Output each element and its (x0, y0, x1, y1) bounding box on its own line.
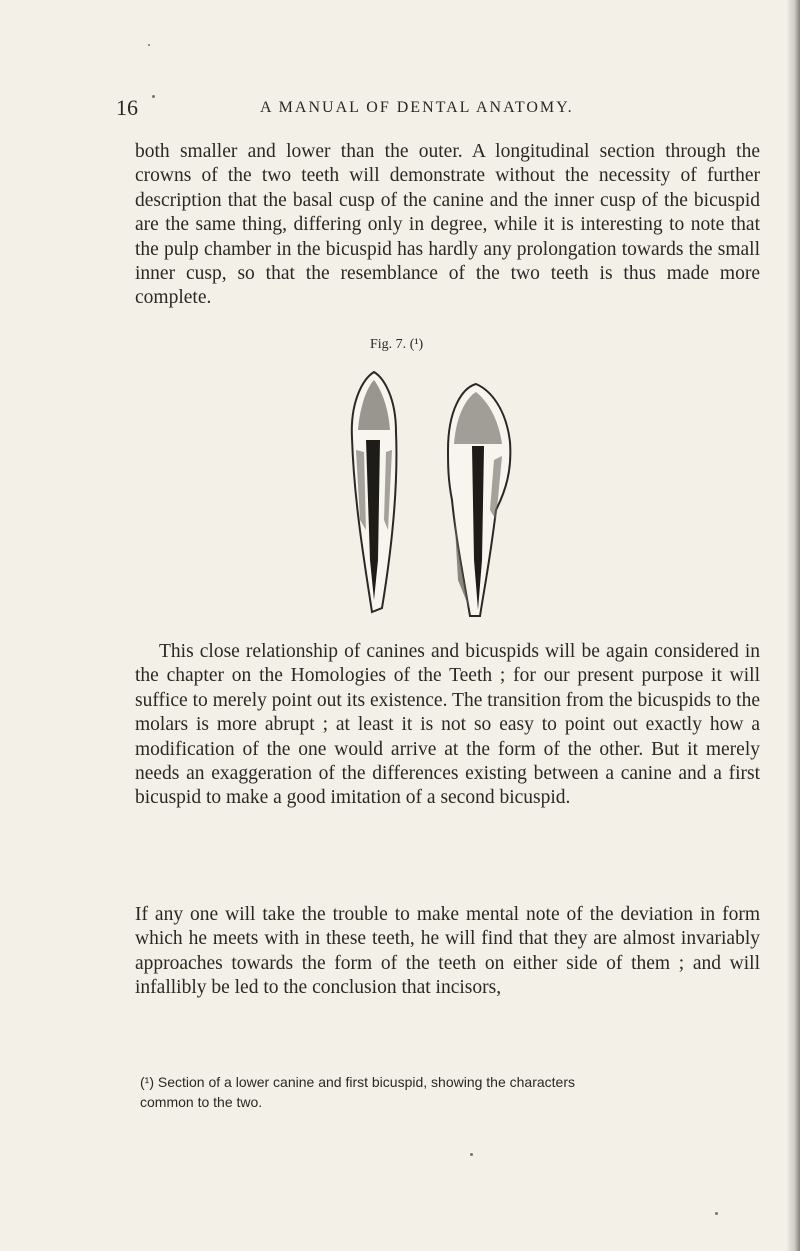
paragraph-3: If any one will take the trouble to make mental note of the deviation in form which he meets with in these teeth, he will find that they are almost invariably approaches towards the form of the teeth on either side of them ; and will infallibly be led to the conclusion that incisors, (135, 904, 760, 999)
page-header (116, 95, 716, 125)
running-title: A MANUAL OF DENTAL ANATOMY. (260, 99, 574, 116)
bicuspid-section-drawing (448, 384, 510, 616)
figure-footnote-ref: (¹) (409, 337, 424, 352)
tooth-sections-illustration (330, 360, 530, 625)
paragraph-1: both smaller and lower than the outer. A longitudinal section through the crowns of the two teeth will demonstrate without the necessity of further description that the basal cusp of the canine and the inner cusp of the bicuspid are the same thing, differing only in degree, while it is interesting to note that the pulp chamber in the bicuspid has hardly any prolongation towards the small inner cusp, so that the resemblance of the two teeth is thus made more complete. (135, 141, 760, 309)
page-number: 16 (116, 95, 138, 120)
paper-speck (148, 44, 150, 46)
footnote-line-2: common to the two. (140, 1094, 263, 1110)
paragraph-2: This close relationship of canines and bicuspids will be again considered in the chapter on the Homologies of the Teeth ; for our present purpose it will suffice to merely point out its existence. The transition from the bicuspids to the molars is more abrupt ; at least it is not so easy to point out exactly how a modification of the one would arrive at the form of the other. But it merely needs an exaggeration of the differences existing between a canine and a first bicuspid to make a good imitation of a second bicuspid. (135, 641, 760, 809)
footnote-line-1: (¹) Section of a lower canine and first bicuspid, showing the characters (140, 1074, 575, 1090)
paper-speck (715, 1212, 718, 1215)
canine-section-drawing (352, 372, 397, 612)
figure-label: Fig. 7. (370, 337, 407, 352)
footnote (140, 1072, 760, 1112)
figure-caption (370, 337, 423, 353)
paper-speck (470, 1153, 473, 1156)
paper-speck (152, 95, 155, 98)
page-edge-shadow (786, 0, 800, 1251)
